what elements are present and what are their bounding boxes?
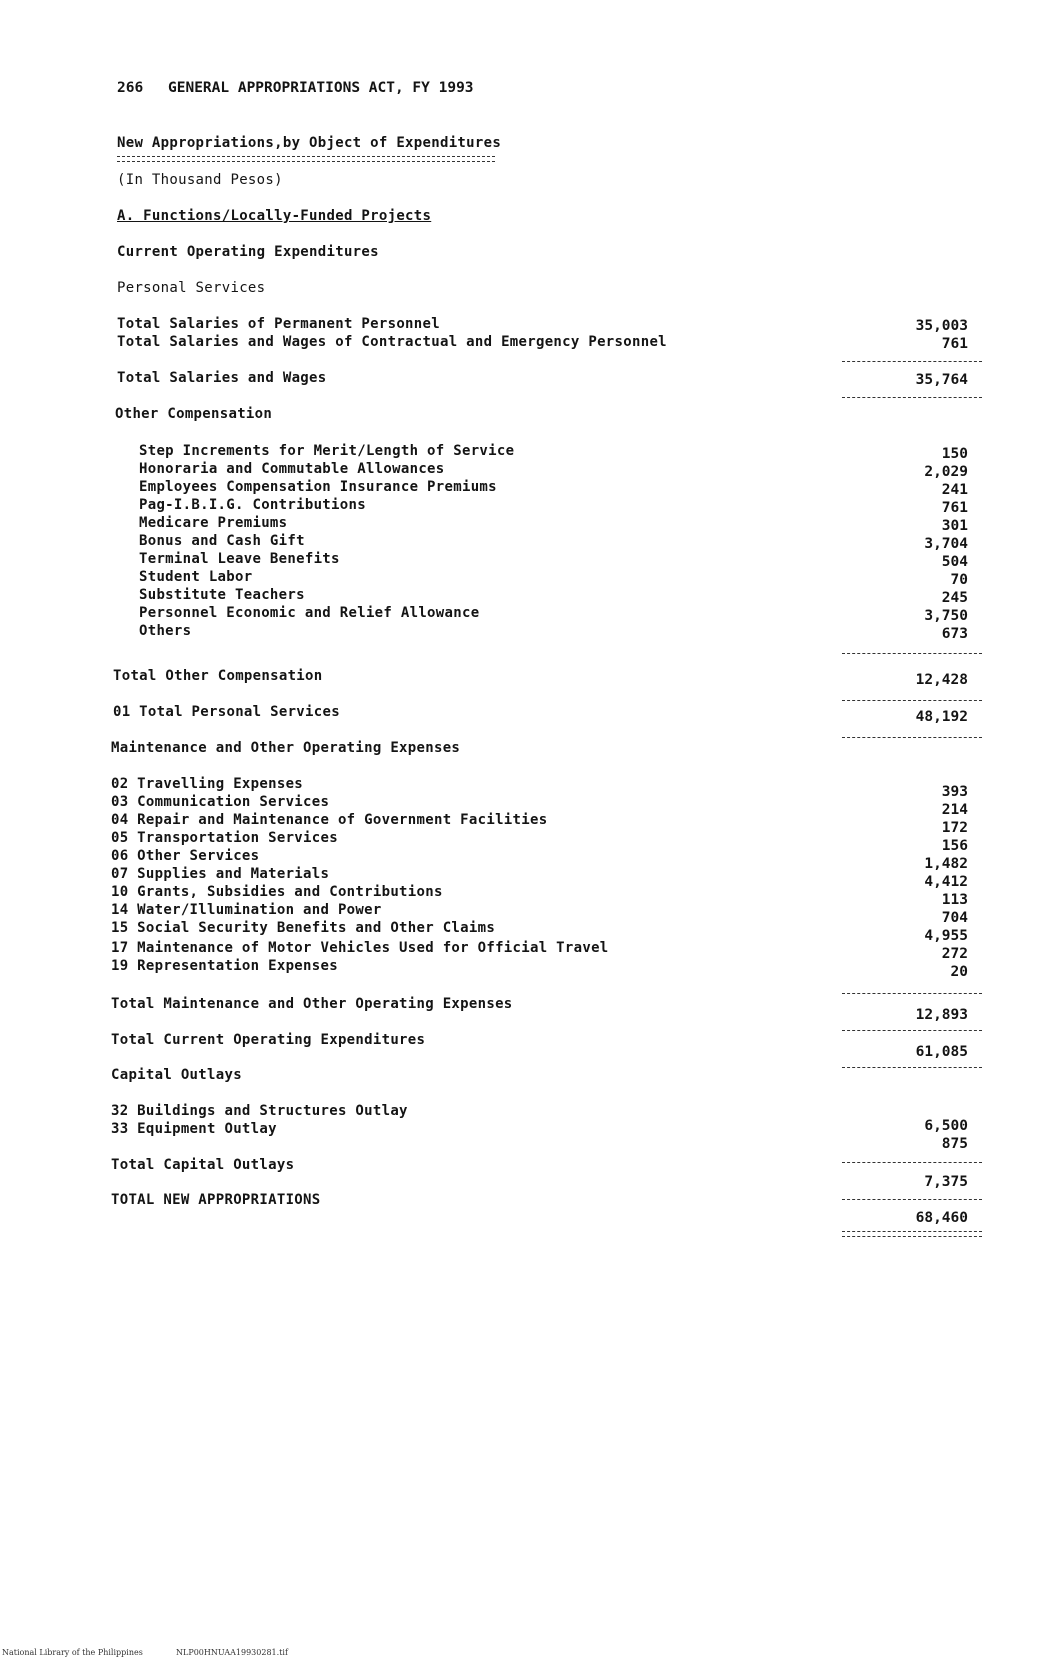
- dashed-rule: [842, 653, 982, 654]
- dashed-rule: [842, 993, 982, 994]
- compensation-item-label: Pag-I.B.I.G. Contributions: [139, 497, 366, 513]
- expense-item-value: 704: [941, 910, 968, 926]
- compensation-item-value: 301: [941, 518, 968, 534]
- page-number: 266: [117, 80, 144, 96]
- expense-item-value: 4,955: [924, 928, 968, 944]
- mooe-heading: Maintenance and Other Operating Expenses: [111, 740, 461, 756]
- capital-item-label: 33 Equipment Outlay: [111, 1121, 277, 1137]
- compensation-item-value: 150: [941, 446, 968, 462]
- expense-item-label: 07 Supplies and Materials: [111, 866, 330, 882]
- compensation-item-value: 3,750: [924, 608, 968, 624]
- capital-item-value: 6,500: [924, 1118, 968, 1134]
- library-footer: National Library of the Philippines: [2, 1648, 143, 1657]
- expense-item-value: 20: [950, 964, 968, 980]
- grand-total-value: 68,460: [915, 1210, 968, 1226]
- dashed-rule: [842, 361, 982, 362]
- compensation-item-label: Terminal Leave Benefits: [139, 551, 340, 567]
- expense-item-label: 02 Travelling Expenses: [111, 776, 304, 792]
- compensation-item-label: Substitute Teachers: [139, 587, 305, 603]
- compensation-item-label: Employees Compensation Insurance Premiums: [139, 479, 497, 495]
- capital-item-label: 32 Buildings and Structures Outlay: [111, 1103, 408, 1119]
- dashed-rule: [842, 1067, 982, 1068]
- dashed-rule: [842, 1199, 982, 1200]
- expense-item-label: 04 Repair and Maintenance of Government Facilities: [111, 812, 548, 828]
- other-compensation-total-value: 12,428: [915, 672, 968, 688]
- expense-item-label: 03 Communication Services: [111, 794, 330, 810]
- compensation-item-label: Step Increments for Merit/Length of Service: [139, 443, 515, 459]
- dashed-rule: [842, 1030, 982, 1031]
- compensation-item-value: 3,704: [924, 536, 968, 552]
- compensation-item-label: Others: [139, 623, 192, 639]
- heading-double-rule: [117, 156, 495, 162]
- dashed-rule: [842, 700, 982, 701]
- compensation-item-value: 761: [941, 500, 968, 516]
- capital-total-label: Total Capital Outlays: [111, 1157, 295, 1173]
- capital-outlays-heading: Capital Outlays: [111, 1067, 242, 1083]
- capital-item-value: 875: [941, 1136, 968, 1152]
- expense-item-value: 113: [941, 892, 968, 908]
- compensation-item-value: 504: [941, 554, 968, 570]
- expense-item-label: 06 Other Services: [111, 848, 260, 864]
- act-title: GENERAL APPROPRIATIONS ACT, FY 1993: [168, 80, 474, 96]
- dashed-rule: [842, 397, 982, 398]
- current-operating-total-value: 61,085: [915, 1044, 968, 1060]
- expense-item-value: 172: [941, 820, 968, 836]
- compensation-item-label: Medicare Premiums: [139, 515, 288, 531]
- compensation-item-label: Personnel Economic and Relief Allowance: [139, 605, 480, 621]
- expense-item-value: 156: [941, 838, 968, 854]
- compensation-item-value: 245: [941, 590, 968, 606]
- personal-services-total-value: 48,192: [915, 709, 968, 725]
- salary-row-label: Total Salaries and Wages of Contractual and Emergency Personnel: [117, 334, 667, 350]
- expense-item-value: 4,412: [924, 874, 968, 890]
- mooe-total-label: Total Maintenance and Other Operating Expenses: [111, 996, 513, 1012]
- personal-services-total-label: 01 Total Personal Services: [113, 704, 340, 720]
- expense-item-label: 15 Social Security Benefits and Other Claims: [111, 920, 496, 936]
- dashed-rule: [842, 737, 982, 738]
- salaries-total-label: Total Salaries and Wages: [117, 370, 327, 386]
- expense-item-label: 17 Maintenance of Motor Vehicles Used for Official Travel: [111, 940, 609, 956]
- compensation-item-label: Student Labor: [139, 569, 253, 585]
- other-compensation-heading: Other Compensation: [115, 406, 273, 422]
- salary-row-value: 761: [941, 336, 968, 352]
- expense-item-label: 14 Water/Illumination and Power: [111, 902, 382, 918]
- dashed-rule: [842, 1162, 982, 1163]
- salaries-total-value: 35,764: [915, 372, 968, 388]
- compensation-item-label: Honoraria and Commutable Allowances: [139, 461, 445, 477]
- expense-item-value: 1,482: [924, 856, 968, 872]
- appropriations-heading: New Appropriations,by Object of Expenditures: [117, 135, 502, 151]
- expense-item-label: 19 Representation Expenses: [111, 958, 338, 974]
- unit-note: (In Thousand Pesos): [117, 172, 283, 188]
- salary-row-value: 35,003: [915, 318, 968, 334]
- current-operating-total-label: Total Current Operating Expenditures: [111, 1032, 426, 1048]
- other-compensation-total-label: Total Other Compensation: [113, 668, 323, 684]
- current-operating-heading: Current Operating Expenditures: [117, 244, 379, 260]
- grand-total-label: TOTAL NEW APPROPRIATIONS: [111, 1192, 321, 1208]
- compensation-item-label: Bonus and Cash Gift: [139, 533, 305, 549]
- expense-item-value: 272: [941, 946, 968, 962]
- compensation-item-value: 241: [941, 482, 968, 498]
- capital-total-value: 7,375: [924, 1174, 968, 1190]
- mooe-total-value: 12,893: [915, 1007, 968, 1023]
- section-title: A. Functions/Locally-Funded Projects: [117, 208, 432, 224]
- grand-total-double-rule: [842, 1231, 982, 1237]
- expense-item-label: 10 Grants, Subsidies and Contributions: [111, 884, 443, 900]
- expense-item-label: 05 Transportation Services: [111, 830, 338, 846]
- expense-item-value: 393: [941, 784, 968, 800]
- file-id-footer: NLP00HNUAA19930281.tif: [176, 1648, 288, 1657]
- compensation-item-value: 2,029: [924, 464, 968, 480]
- compensation-item-value: 673: [941, 626, 968, 642]
- salary-row-label: Total Salaries of Permanent Personnel: [117, 316, 440, 332]
- compensation-item-value: 70: [950, 572, 968, 588]
- personal-services-heading: Personal Services: [117, 280, 266, 296]
- expense-item-value: 214: [941, 802, 968, 818]
